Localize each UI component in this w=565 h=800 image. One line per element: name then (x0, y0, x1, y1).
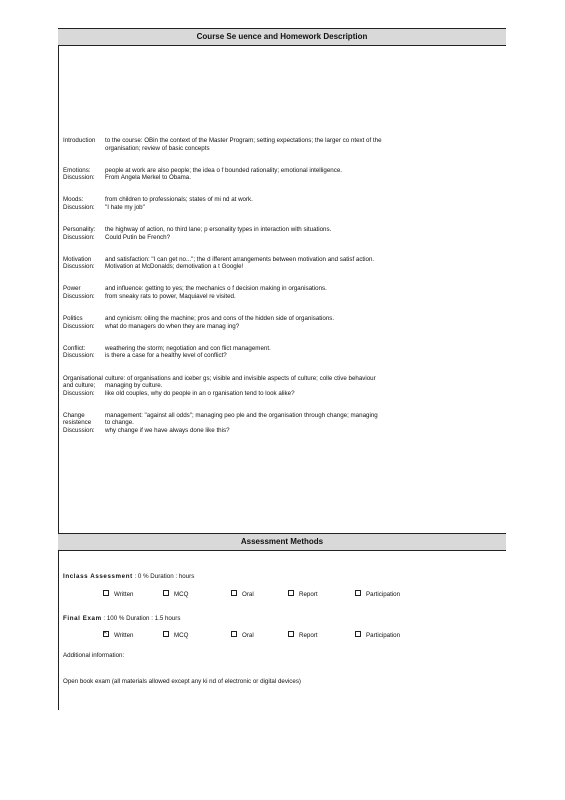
final-exam-line (63, 615, 180, 622)
checkbox-icon[interactable] (103, 631, 109, 637)
topic-line-text: why change if we have always done like this? (105, 426, 230, 434)
inclass-option-participation[interactable] (355, 590, 400, 598)
final-exam-options (63, 631, 503, 641)
topic-line (63, 174, 495, 182)
topic-line (63, 167, 495, 175)
inclass-option-oral[interactable] (231, 590, 254, 598)
topic-line-text: people at work are also people; the idea o f bounded rationality; emotional intelligence. (105, 166, 343, 174)
final-exam-details: : 100 % Duration : 1.5 hours (103, 615, 181, 622)
final-option-mcq[interactable] (163, 631, 188, 639)
topic-line-key: Organisational (63, 374, 103, 382)
option-label: MCQ (174, 591, 189, 598)
topic-line (63, 293, 495, 301)
checkbox-icon[interactable] (355, 590, 361, 596)
topic-line (63, 375, 495, 383)
topic-line-text: "I hate my job" (105, 203, 145, 211)
topic-line-key: Personality: (63, 226, 96, 234)
topic-line-key: Motivation (63, 255, 92, 263)
checkbox-icon[interactable] (163, 590, 169, 596)
topic-line-text: culture: of organisations and iceber gs; visible and invisible aspects of culture; colle ctive behaviour (105, 374, 376, 382)
topic-line (63, 256, 495, 264)
course-sequence-header: Course Se uence and Homework Description (58, 28, 506, 46)
topic-line-key: and culture; (63, 382, 96, 390)
topic-block (63, 285, 495, 300)
inclass-options (63, 590, 503, 600)
topic-line-key: Moods: (63, 196, 84, 204)
topic-line-key: Discussion: (63, 322, 95, 330)
topic-line-key: Discussion: (63, 233, 95, 241)
option-label: Participation (366, 591, 401, 598)
inclass-details: : 0 % Duration : hours (134, 573, 195, 580)
topic-list (63, 137, 495, 449)
topic-line-text: management: "against all odds"; managing peo ple and the organisation through change; managing (105, 411, 378, 419)
topic-line-key: Introduction (63, 137, 96, 144)
topic-line-key: Discussion: (63, 389, 95, 397)
topic-line-text: and satisfaction: "I can get no..."; the d ifferent arrangements between motivation and satisf action. (105, 255, 375, 263)
topic-line-key: Discussion: (63, 352, 95, 360)
topic-block (63, 315, 495, 330)
topic-line (63, 263, 495, 271)
option-label: Report (299, 591, 318, 598)
topic-line-key: Conflict: (63, 344, 86, 352)
topic-line-text: from sneaky rats to power, Maquiavel re visited. (105, 293, 236, 301)
checkbox-icon[interactable] (288, 590, 294, 596)
topic-line-text: to the course: OBin the context of the Master Program; setting expectations; the larger co ntext of the (105, 137, 382, 144)
topic-line-key: Emotions: (63, 166, 91, 174)
topic-block (63, 345, 495, 360)
checkbox-icon[interactable] (231, 590, 237, 596)
topic-line-text: and cynicism: oiling the machine; pros and cons of the hidden side of organisations. (105, 315, 335, 323)
topic-block (63, 412, 495, 435)
option-label: Participation (366, 632, 401, 639)
topic-line-text: is there a case for a healthy level of conflict? (105, 352, 227, 360)
final-option-written[interactable] (103, 631, 133, 639)
topic-line-text: Motivation at McDonalds; demotivation a t Google! (105, 263, 244, 271)
additional-information-text: Open book exam (all materials allowed except any ki nd of electronic or digital devices) (63, 678, 301, 685)
checkbox-icon[interactable] (288, 631, 294, 637)
topic-line (63, 226, 495, 234)
topic-line-text: from children to professionals; states of mi nd at work. (105, 196, 253, 204)
topic-block (63, 256, 495, 271)
topic-line (63, 427, 495, 435)
topic-line-key: Discussion: (63, 263, 95, 271)
inclass-option-mcq[interactable] (163, 590, 188, 598)
option-label: Report (299, 632, 318, 639)
final-exam-label: Final Exam (63, 615, 102, 622)
option-label: Written (114, 632, 134, 639)
topic-line-key: resistence (63, 419, 92, 427)
topic-line-text: the highway of action, no third lane; p ersonality types in interaction with situations. (105, 226, 332, 234)
topic-line (63, 390, 495, 398)
topic-line-key: Discussion: (63, 174, 95, 182)
topic-line-text: From Angela Merkel to Obama. (105, 174, 191, 182)
option-label: MCQ (174, 632, 189, 639)
final-option-participation[interactable] (355, 631, 400, 639)
topic-line (63, 419, 495, 427)
topic-line (63, 412, 495, 420)
topic-line (63, 323, 495, 331)
topic-line (63, 196, 495, 204)
checkbox-icon[interactable] (103, 590, 109, 596)
final-option-oral[interactable] (231, 631, 254, 639)
checkbox-icon[interactable] (231, 631, 237, 637)
topic-block (63, 167, 495, 182)
topic-line (63, 145, 495, 153)
topic-line-text: like old couples, why do people in an o rganisation tend to look alike? (105, 389, 295, 397)
topic-line-key: Discussion: (63, 426, 95, 434)
option-label: Oral (242, 632, 254, 639)
topic-line-text: weathering the storm; negotiation and con flict management. (105, 344, 271, 352)
topic-line-text: managing by culture. (105, 382, 163, 390)
assessment-methods-header: Assessment Methods (58, 533, 506, 551)
topic-line-text: what do managers do when they are manag ing? (105, 322, 240, 330)
topic-block (63, 137, 495, 152)
option-label: Written (114, 591, 134, 598)
topic-line (63, 285, 495, 293)
topic-line-text: Could Putin be French? (105, 233, 171, 241)
checkbox-icon[interactable] (163, 631, 169, 637)
topic-line-key: Discussion: (63, 203, 95, 211)
inclass-label: Inclass Assessment (63, 573, 133, 580)
additional-information-label: Additional information: (63, 652, 125, 659)
topic-line-key (63, 145, 105, 153)
topic-line-text: organisation; review of basic concepts (105, 144, 210, 152)
topic-block (63, 375, 495, 398)
topic-line-key: Power (63, 285, 81, 293)
topic-line (63, 234, 495, 242)
topic-line-key: Discussion: (63, 293, 95, 301)
topic-line (63, 315, 495, 323)
topic-line-text: to change. (105, 419, 134, 427)
final-option-report[interactable] (288, 631, 318, 639)
topic-line (63, 137, 495, 145)
topic-line (63, 382, 495, 390)
checkbox-icon[interactable] (355, 631, 361, 637)
topic-line (63, 352, 495, 360)
topic-line (63, 345, 495, 353)
option-label: Oral (242, 591, 254, 598)
topic-line-key: Change (63, 411, 85, 419)
inclass-assessment-line (63, 573, 194, 580)
inclass-option-report[interactable] (288, 590, 318, 598)
topic-line-text: and influence: getting to yes; the mechanics o f decision making in organisations. (105, 285, 327, 293)
topic-line (63, 204, 495, 212)
inclass-option-written[interactable] (103, 590, 133, 598)
topic-block (63, 226, 495, 241)
topic-line-key: Politics (63, 315, 83, 323)
topic-block (63, 196, 495, 211)
